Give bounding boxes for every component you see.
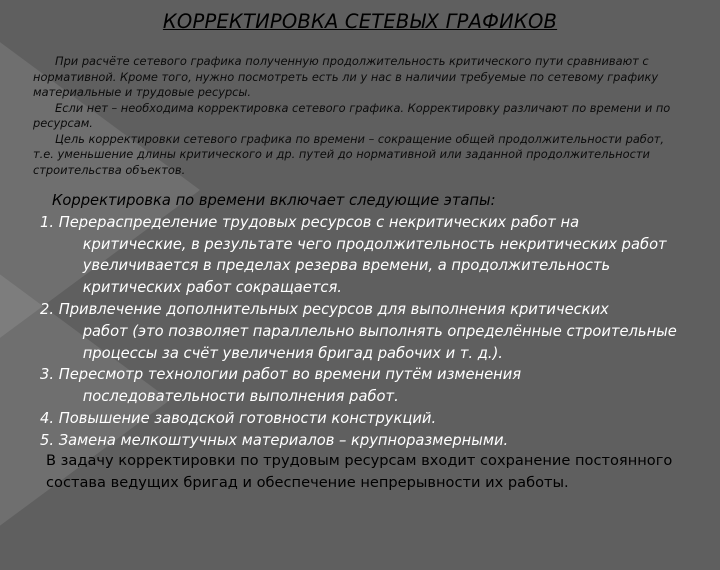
stage-text-continued: критические, в результате чего продолжительность некритических работ увеличивается в пределах резерва времени, а продолжительность критических работ сокращается.: [82, 235, 667, 297]
intro-text: [33, 54, 688, 178]
stage-item: [40, 364, 695, 408]
intro-paragraph: Если нет – необходима корректировка сетевого графика. Корректировку различают по времени и по ресурсам.: [33, 100, 671, 130]
stage-number: 2.: [40, 300, 59, 318]
intro-paragraph: Цель корректировки сетевого графика по времени – сокращение общей продолжительности работ, т.е. уменьшение длины критического и др. путей до нормативной или заданной продолжительности строительства объектов.: [33, 131, 665, 177]
stages-lead: Корректировка по времени включает следующие этапы:: [52, 192, 496, 209]
stage-text: Перераспределение трудовых ресурсов с некритических работ на: [58, 213, 580, 231]
closing-paragraph: В задачу корректировки по трудовым ресурсам входит сохранение постоянного состава ведущих бригад и обеспечение непрерывности их работы.: [46, 452, 673, 492]
stage-item: [40, 430, 695, 452]
stage-text: Замена мелкоштучных материалов – крупноразмерными.: [58, 431, 509, 449]
stage-text-continued: работ (это позволяет параллельно выполнять определённые строительные процессы за счёт увеличения бригад рабочих и т. д.).: [82, 322, 677, 362]
stage-number: 3.: [40, 366, 59, 384]
stage-number: 5.: [40, 431, 59, 449]
stage-number: 1.: [40, 213, 59, 231]
stages-list: [40, 190, 695, 452]
stage-item: [40, 408, 695, 430]
stage-number: 4.: [40, 409, 59, 427]
slide-title: КОРРЕКТИРОВКА СЕТЕВЫХ ГРАФИКОВ: [162, 10, 558, 33]
stage-text: Пересмотр технологии работ во времени путём изменения: [58, 366, 522, 384]
stage-text-continued: последовательности выполнения работ.: [82, 388, 399, 406]
stage-item: [40, 299, 695, 364]
intro-paragraph: При расчёте сетевого графика полученную продолжительность критического пути сравнивают с нормативной. Кроме того, нужно посмотреть есть ли у нас в наличии требуемые по сетевому графику материальные и трудовые ресурсы.: [33, 54, 659, 99]
stage-text: Повышение заводской готовности конструкций.: [58, 409, 437, 427]
stage-item: [40, 212, 695, 299]
stage-text: Привлечение дополнительных ресурсов для выполнения критических: [58, 300, 609, 318]
